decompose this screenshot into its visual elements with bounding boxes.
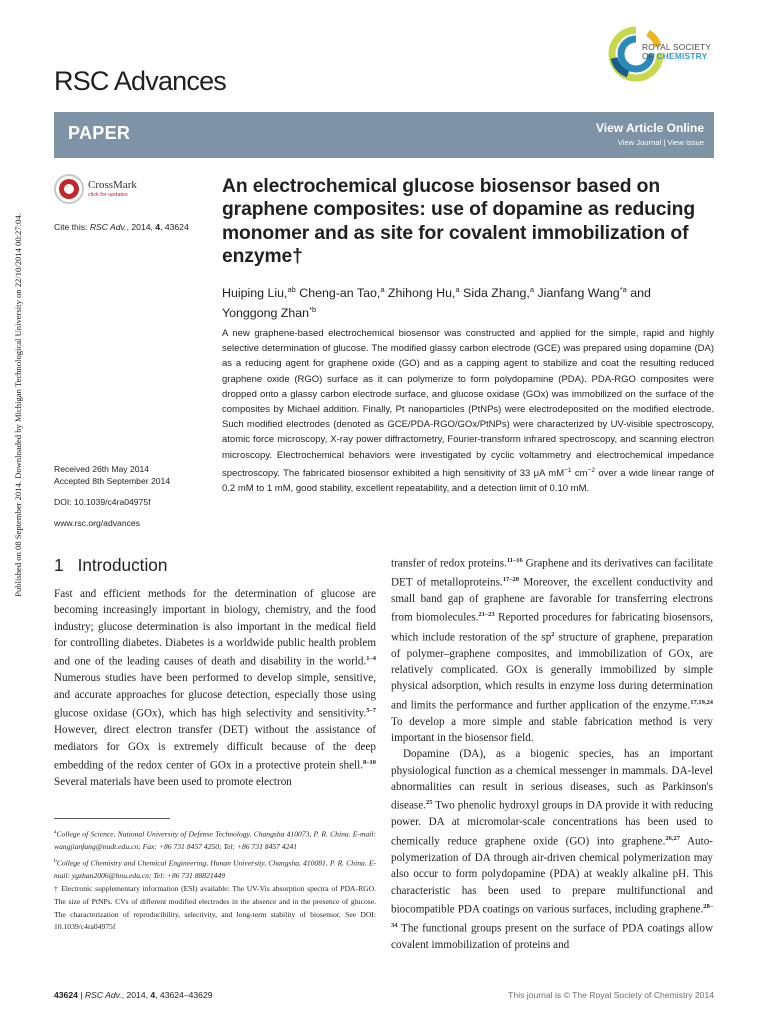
section-title: Introduction — [77, 555, 168, 575]
body-text: However, direct electron transfer (DET) without the assistance of mediators for GOx is extremely difficult because of the deep embedding of the redox center of GOx in a protective protein shell. — [54, 724, 376, 772]
author-name[interactable]: Sida Zhang, — [459, 286, 530, 301]
affiliation-b-mark: b — [54, 857, 57, 864]
abstract-text-3: over a wide linear range of 0.2 mM to 1 mM, good stability, excellent repeatability, and a detection limit of 0.10 mM. — [222, 467, 715, 495]
body-paragraph — [391, 746, 713, 953]
logo-line-1: ROYAL SOCIETY — [642, 42, 712, 52]
affiliation-b-text: College of Chemistry and Chemical Engineering, Hunan University, Changsha, 410081, P. R. China. E-mail: ygzhan2006@hnu.edu.cn; Tel: +86 731 88821449 — [54, 858, 376, 880]
citation-ref[interactable]: 26,27 — [665, 834, 680, 842]
article-type-label: PAPER — [68, 123, 131, 143]
crossmark-label: CrossMark — [88, 179, 137, 191]
author-affiliation-mark: *a — [619, 285, 627, 294]
logo-line-2-prefix: OF — [642, 50, 657, 61]
author-affiliation-mark: a — [529, 285, 535, 294]
footnotes — [54, 826, 376, 935]
footer-year: , 2014, — [121, 990, 151, 1000]
footer-pages: , 43624–43629 — [155, 990, 213, 1000]
author-name[interactable]: Zhihong Hu, — [384, 286, 456, 301]
abstract-sup-2: −2 — [587, 466, 596, 474]
abstract — [222, 326, 714, 496]
body-column-left — [54, 586, 376, 790]
author-name[interactable]: Huiping Liu, — [222, 286, 288, 301]
author-affiliation-mark: a — [380, 285, 385, 294]
body-text: Moreover, the excellent conductivity and small band gap of graphene are favorable for transferring electrons from biomolecules. — [391, 576, 713, 625]
author-list — [222, 282, 702, 321]
crossmark-badge[interactable] — [54, 174, 164, 210]
body-text: Graphene and its derivatives can facilitate DET of metalloproteins. — [391, 557, 713, 589]
citation-ref[interactable]: 11–16 — [506, 557, 523, 564]
body-text: Several materials have been used to promote electron — [54, 775, 292, 788]
body-text: Reported procedures for fabricating biosensors, which include restoration of the sp — [391, 612, 713, 644]
citation-ref[interactable]: 28–34 — [391, 902, 713, 929]
cite-volume: 4 — [155, 222, 161, 232]
abstract-text-1: A new graphene-based electrochemical biosensor was constructed and applied for the simple, rapid and highly selective determination of glucose. The modified glassy carbon electrode (GCE) was prepared using dopamine (DA) as a reducing agent for graphene oxide (GO) and as a capping agent to stabilize and coat the resulting reduced graphene oxide (RGO) surface as it can polymerize to form polydopamine (PDA). PDA-RGO composites were dropped onto a glassy carbon electrode surface, and glucose oxidase (GOx) was immobilized on the surface of the composites by Michael addition. Finally, Pt nanoparticles (PtNPs) were electrodeposited on the modified electrode. Such modified electrodes (denoted as GCE/PDA-RGO/GOx/PtNPs) were characterized by UV-visible spectroscopy, atomic force microscopy, X-ray power diffractometry, Fourier-transform infrared spectroscopy, and scanning electron microscopy. Electrochemical behaviors were investigated by cyclic voltammetry and electrochemical impedance spectroscopy. The fabricated biosensor exhibited a high sensitivity of 33 μA mM — [222, 328, 714, 479]
body-text: structure of graphene, preparation of polymer–graphene composites, and immobilization of GOx, are relatively complicated. GOx is generally immobilized by simple physical adsorption, which results in enzyme loss during determination and limits the performance and further application of the enzyme. — [391, 631, 714, 712]
section-heading — [54, 555, 167, 576]
body-text: Numerous studies have been performed to develop simple, sensitive, and accurate approaches for glucose detection, especially those using glucose oxidase (GOx), which has high selectivity and sensitivity. — [54, 672, 376, 720]
body-paragraph — [391, 553, 713, 746]
affiliation-a-text: College of Science, National University of Defense Technology, Changsha 410073, P. R. China. E-mail: wangjianfang@nudt.edu.cn; Fax: +86 731 8457 4250; Tel: +86 731 8457 4241 — [54, 829, 376, 852]
author-affiliation-mark: a — [455, 285, 460, 294]
footer-separator: | — [77, 990, 85, 1000]
body-text: Two phenolic hydroxyl groups in DA provide it with reducing power. DA at micromolar-scale concentrations has been used to chemically reduce graphene oxide (GO) into graphene. — [391, 800, 713, 848]
view-links — [618, 138, 704, 147]
footer-journal: RSC Adv. — [84, 990, 122, 1000]
author-name[interactable]: Jianfang Wang — [534, 286, 620, 301]
author-name[interactable]: and Yonggong Zhan — [222, 286, 651, 320]
publisher-logo[interactable] — [606, 22, 720, 92]
article-type-banner — [54, 112, 714, 158]
received-dates — [54, 464, 170, 487]
cite-prefix: Cite this: — [54, 222, 90, 232]
body-text: Fast and efficient methods for the determination of glucose are becoming increasingly important in biology, chemistry, and the food industry; glucose determination is also important in the medical field for controlling diabetes. Diabetes is a worldwide public health problem and one of the leading causes of death and disability in the world. — [54, 588, 376, 669]
body-text: The functional groups present on the surface of PDA coatings allow covalent immobilization of proteins and — [391, 922, 713, 952]
crossmark-icon — [54, 174, 84, 204]
journal-website-link[interactable]: www.rsc.org/advances — [54, 518, 140, 528]
citation-ref[interactable]: 21–23 — [478, 611, 495, 619]
crossmark-sublabel: click for updates — [88, 192, 128, 198]
footnote-divider — [54, 818, 170, 819]
logo-line-2-emph: CHEMISTRY — [656, 50, 708, 61]
section-number: 1 — [54, 555, 64, 575]
view-journal-link[interactable]: View Journal — [617, 138, 662, 147]
cite-year: , 2014, — [126, 222, 156, 232]
copyright-notice: This journal is © The Royal Society of Chemistry 2014 — [508, 990, 714, 1000]
view-links-separator: | — [661, 138, 668, 147]
cite-page: , 43624 — [160, 222, 189, 232]
body-column-right — [391, 553, 713, 953]
abstract-text-2: cm — [571, 467, 588, 479]
author-name[interactable]: Cheng-an Tao, — [295, 286, 381, 301]
article-title: An electrochemical glucose biosensor based on graphene composites: use of dopamine as reducing monomer and as site for covalent immobilization of enzyme† — [222, 176, 696, 268]
citation-line — [54, 222, 189, 232]
doi[interactable]: DOI: 10.1039/c4ra04975f — [54, 497, 151, 507]
body-text: Auto-polymerization of DA through air-driven chemical polymerization may also occur to form polydopamine (PDA) at weakly alkaline pH. This characteristic has been used to prepare multifunctional and biocompatible PDA coatings on various surfaces, including graphene. — [391, 835, 713, 916]
accepted-date: Accepted 8th September 2014 — [54, 475, 171, 486]
page-footer-citation — [54, 990, 213, 1000]
footer-volume: 4 — [150, 990, 156, 1000]
citation-ref[interactable]: 8–10 — [363, 758, 376, 766]
publication-note: Published on 08 September 2014. Downloaded by Michigan Technological University on 22/10/2014 00:27:04. — [13, 213, 23, 597]
abstract-sup-1: −1 — [564, 466, 572, 474]
affiliation-b — [54, 855, 376, 883]
view-article-online-link[interactable]: View Article Online — [595, 121, 704, 135]
citation-ref[interactable]: 25 — [425, 799, 433, 807]
citation-ref[interactable]: 5–7 — [366, 707, 376, 715]
body-text: Dopamine (DA), as a biogenic species, has an important physiological function as a chemical messenger in mammals. DA-level abnormalities can result in serious diseases, such as Parkinson's disease. — [391, 748, 713, 813]
received-date: Received 26th May 2014 — [54, 464, 150, 474]
author-affiliation-mark: ab — [287, 285, 296, 294]
view-issue-link[interactable]: View Issue — [667, 138, 704, 147]
affiliation-a-mark: a — [54, 829, 57, 835]
esi-note: † Electronic supplementary information (ESI) available: The UV-Vis absorption spectra of PDA-RGO. The size of PtNPs. CVs of different modified electrodes in the absence and in the presence of glucose. The characterization of reproducibility, selectivity, and long-term stability of biosensor. See DOI: 10.1039/c4ra04975f — [54, 884, 376, 932]
citation-ref[interactable]: 17–20 — [502, 576, 519, 584]
footer-page-number: 43624 — [54, 990, 78, 1000]
cite-journal: RSC Adv. — [89, 222, 127, 232]
body-text: transfer of redox proteins. — [391, 557, 507, 570]
citation-ref[interactable]: 1–4 — [366, 655, 376, 663]
citation-ref[interactable]: 17,19,24 — [690, 698, 713, 706]
journal-name[interactable]: RSC Advances — [54, 66, 226, 96]
affiliation-a — [54, 826, 376, 854]
author-affiliation-mark: *b — [309, 304, 317, 314]
citation-ref[interactable]: 2 — [551, 630, 555, 638]
body-text: To develop a more simple and stable fabrication method is very important in the biosensor field. — [391, 715, 713, 745]
